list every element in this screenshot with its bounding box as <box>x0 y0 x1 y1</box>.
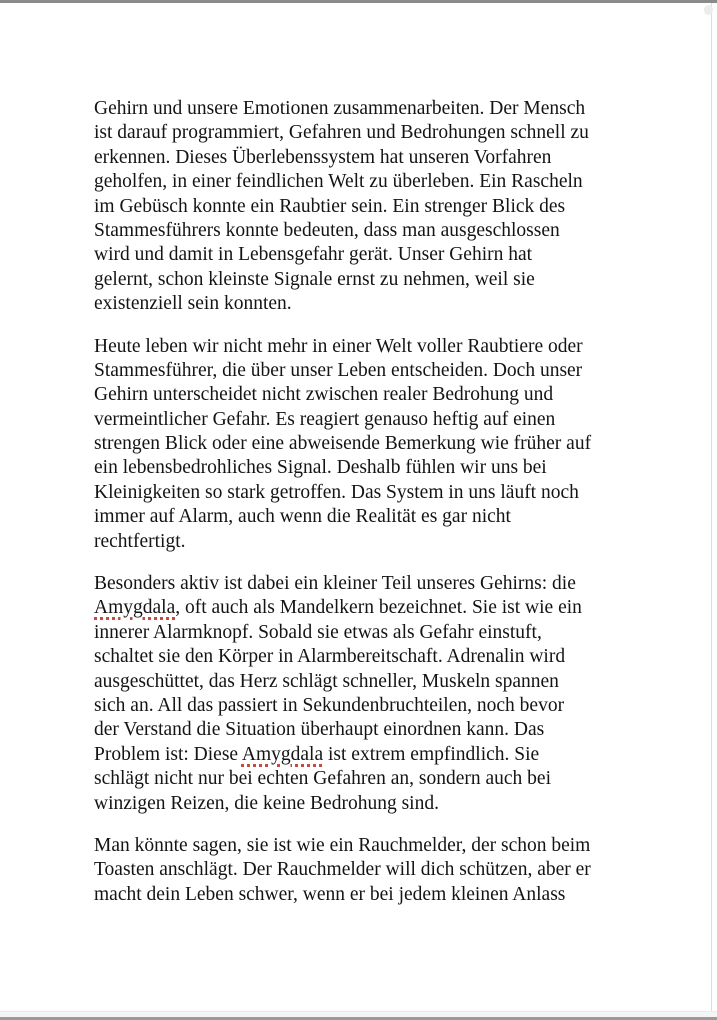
text-segment: macht dein Leben schwer, wenn er bei jedem kleinen Anlass <box>94 883 566 905</box>
text-line <box>94 767 654 791</box>
text-segment: Toasten anschlägt. Der Rauchmelder will dich schützen, aber er <box>94 859 591 881</box>
scrollbar-track[interactable] <box>711 3 712 1011</box>
paragraph <box>94 335 654 555</box>
text-segment: innerer Alarmknopf. Sobald sie etwas als Gefahr einstuft, <box>94 621 542 643</box>
text-segment: der Verstand die Situation überhaupt einordnen kann. Das <box>94 719 545 741</box>
paragraph <box>94 572 654 816</box>
text-line <box>94 170 654 194</box>
text-line <box>94 335 654 359</box>
text-line <box>94 858 654 882</box>
text-line <box>94 743 654 767</box>
text-segment: erkennen. Dieses Überlebenssystem hat unseren Vorfahren <box>94 146 552 168</box>
scrollbar-thumb[interactable] <box>704 5 713 15</box>
text-segment: schaltet sie den Körper in Alarmbereitschaft. Adrenalin wird <box>94 646 566 668</box>
text-segment: ausgeschüttet, das Herz schlägt schneller, Muskeln spannen <box>94 670 559 692</box>
misspelled-word: Amygdala <box>94 597 176 619</box>
text-segment: immer auf Alarm, auch wenn die Realität es gar nicht <box>94 506 511 528</box>
text-line <box>94 505 654 529</box>
text-line <box>94 408 654 432</box>
text-line <box>94 834 654 858</box>
text-segment: Gehirn und unsere Emotionen zusammenarbeiten. Der Mensch <box>94 98 586 119</box>
paragraph <box>94 834 654 907</box>
text-line <box>94 883 654 907</box>
text-segment: existenziell sein konnten. <box>94 293 292 315</box>
text-line <box>94 432 654 456</box>
text-segment: winzigen Reizen, die keine Bedrohung sind. <box>94 792 439 814</box>
text-line <box>94 268 654 292</box>
text-line <box>94 292 654 316</box>
text-line <box>94 718 654 742</box>
text-segment: rechtfertigt. <box>94 530 186 552</box>
text-line <box>94 621 654 645</box>
text-line <box>94 645 654 669</box>
text-segment: Man könnte sagen, sie ist wie ein Rauchmelder, der schon beim <box>94 834 591 856</box>
text-segment: geholfen, in einer feindlichen Welt zu überleben. Ein Rascheln <box>94 171 583 193</box>
text-line <box>94 481 654 505</box>
text-segment: Besonders aktiv ist dabei ein kleiner Teil unseres Gehirns: die <box>94 573 576 595</box>
text-line <box>94 792 654 816</box>
text-segment: ist darauf programmiert, Gefahren und Bedrohungen schnell zu <box>94 122 589 144</box>
text-line <box>94 670 654 694</box>
text-segment: strengen Blick oder eine abweisende Bemerkung wie früher auf <box>94 433 592 455</box>
text-line <box>94 243 654 267</box>
text-line <box>94 97 654 121</box>
text-segment: vermeintlicher Gefahr. Es reagiert genauso heftig auf einen <box>94 408 556 430</box>
text-segment: ist extrem empfindlich. Sie <box>323 743 540 765</box>
text-line <box>94 596 654 620</box>
text-line <box>94 121 654 145</box>
text-line <box>94 359 654 383</box>
text-line <box>94 146 654 170</box>
text-body[interactable] <box>94 97 654 925</box>
text-segment: wird und damit in Lebensgefahr gerät. Unser Gehirn hat <box>94 244 533 266</box>
text-line <box>94 383 654 407</box>
text-segment: , oft auch als Mandelkern bezeichnet. Sie ist wie ein <box>175 597 582 619</box>
text-segment: Stammesführer, die über unser Leben entscheiden. Doch unser <box>94 359 583 381</box>
text-line <box>94 219 654 243</box>
text-segment: Kleinigkeiten so stark getroffen. Das System in uns läuft noch <box>94 481 579 503</box>
misspelled-word: Amygdala <box>241 743 324 765</box>
text-line <box>94 195 654 219</box>
text-segment: sich an. All das passiert in Sekundenbruchteilen, noch bevor <box>94 694 565 716</box>
text-segment: im Gebüsch konnte ein Raubtier sein. Ein strenger Blick des <box>94 195 566 217</box>
text-segment: Heute leben wir nicht mehr in einer Welt voller Raubtiere oder <box>94 335 583 357</box>
text-line <box>94 572 654 596</box>
text-segment: Gehirn unterscheidet nicht zwischen realer Bedrohung und <box>94 384 554 406</box>
text-line <box>94 530 654 554</box>
text-segment: gelernt, schon kleinste Signale ernst zu nehmen, weil sie <box>94 268 535 290</box>
text-segment: Stammesführers konnte bedeuten, dass man ausgeschlossen <box>94 219 560 241</box>
text-segment: ein lebensbedrohliches Signal. Deshalb fühlen wir uns bei <box>94 457 547 479</box>
text-line <box>94 694 654 718</box>
text-segment: schlägt nicht nur bei echten Gefahren an, sondern auch bei <box>94 768 551 790</box>
window-top-edge <box>0 0 717 3</box>
text-line <box>94 456 654 480</box>
text-segment: Problem ist: Diese <box>94 743 242 765</box>
paragraph <box>94 97 654 317</box>
